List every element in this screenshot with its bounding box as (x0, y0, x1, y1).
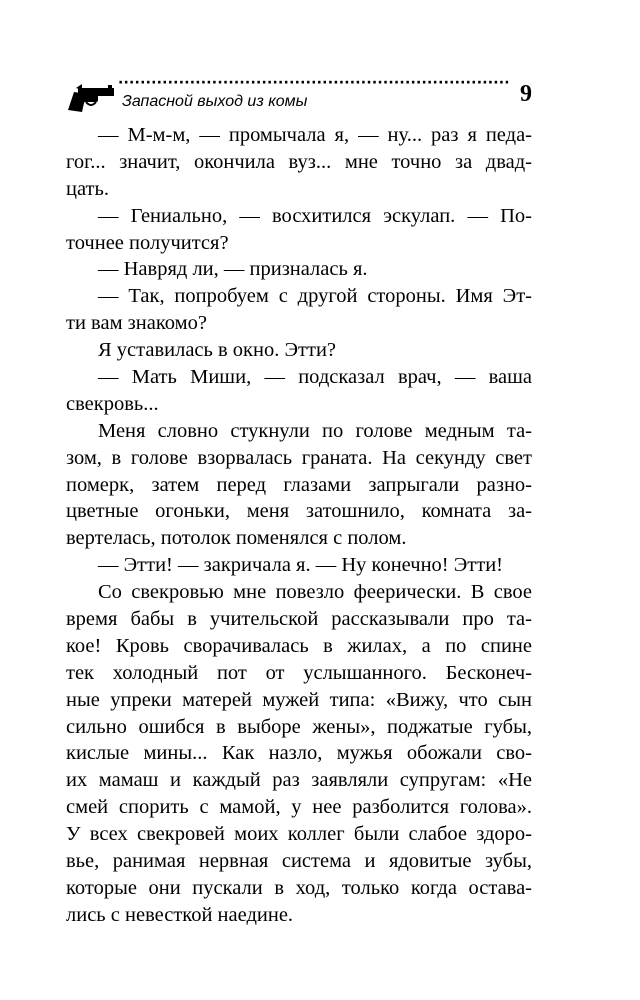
text-line: смей спорить с мамой, у нее разболится голова». (66, 796, 532, 819)
text-line: ные упреки матерей мужей типа: «Вижу, что сын (66, 688, 532, 711)
text-line: — Так, попробуем с другой стороны. Имя Эт- (98, 285, 532, 308)
text-line: цветные огоньки, меня затошнило, комната за- (66, 500, 532, 523)
text-line: кое! Кровь сворачивалась в жилах, а по спине (66, 634, 532, 657)
text-line: гог... значит, окончила вуз... мне точно за двад- (66, 150, 532, 173)
text-line: — Навряд ли, — призналась я. (98, 258, 368, 281)
text-line: сильно ошибся в выборе жены», поджатые губы, (66, 715, 532, 738)
text-line: которые они пускали в ход, только когда остава- (66, 876, 532, 899)
text-line: лись с невесткой наедине. (66, 903, 294, 926)
revolver-icon (64, 82, 116, 112)
text-line: — М-м-м, — промычала я, — ну... раз я педа- (98, 124, 532, 146)
text-line: время бабы в учительской рассказывали про та- (66, 608, 532, 631)
text-line: Я уставилась в окно. Этти? (98, 339, 337, 362)
text-line: кислые мины... Как назло, мужья обожали сво- (66, 742, 532, 765)
text-line: Меня словно стукнули по голове медным та- (98, 419, 532, 442)
text-line: — Этти! — закричала я. — Ну конечно! Этти! (98, 554, 503, 577)
text-line: вертелась, потолок поменялся с полом. (66, 527, 407, 550)
text-line: вье, ранимая нервная система и ядовитые зубы, (66, 850, 532, 873)
text-line: У всех свекровей моих коллег были слабое здоро- (66, 823, 532, 846)
text-line: зом, в голове взорвалась граната. На секунду свет (66, 446, 532, 469)
body-text (66, 122, 532, 929)
text-line: ти вам знакомо? (66, 312, 207, 335)
running-title: Запасной выход из комы (122, 93, 308, 110)
text-line: свекровь... (66, 392, 159, 415)
text-line: Со свекровью мне повезло феерически. В свое (98, 581, 532, 604)
text-line: их мамаш и каждый раз заявляли супругам: «Не (66, 769, 532, 792)
page-header (64, 76, 540, 116)
text-line: померк, затем перед глазами запрыгали разно- (66, 473, 532, 496)
page-number: 9 (520, 81, 532, 107)
text-line: точнее получится? (66, 231, 229, 254)
text-line: цать. (66, 177, 109, 200)
header-dotted-rule: ······································································· (118, 78, 510, 88)
text-line: — Гениально, — восхитился эскулап. — По- (98, 204, 532, 227)
text-line: — Мать Миши, — подсказал врач, — ваша (98, 366, 532, 389)
text-line: тек холодный пот от услышанного. Бесконеч- (66, 661, 532, 684)
